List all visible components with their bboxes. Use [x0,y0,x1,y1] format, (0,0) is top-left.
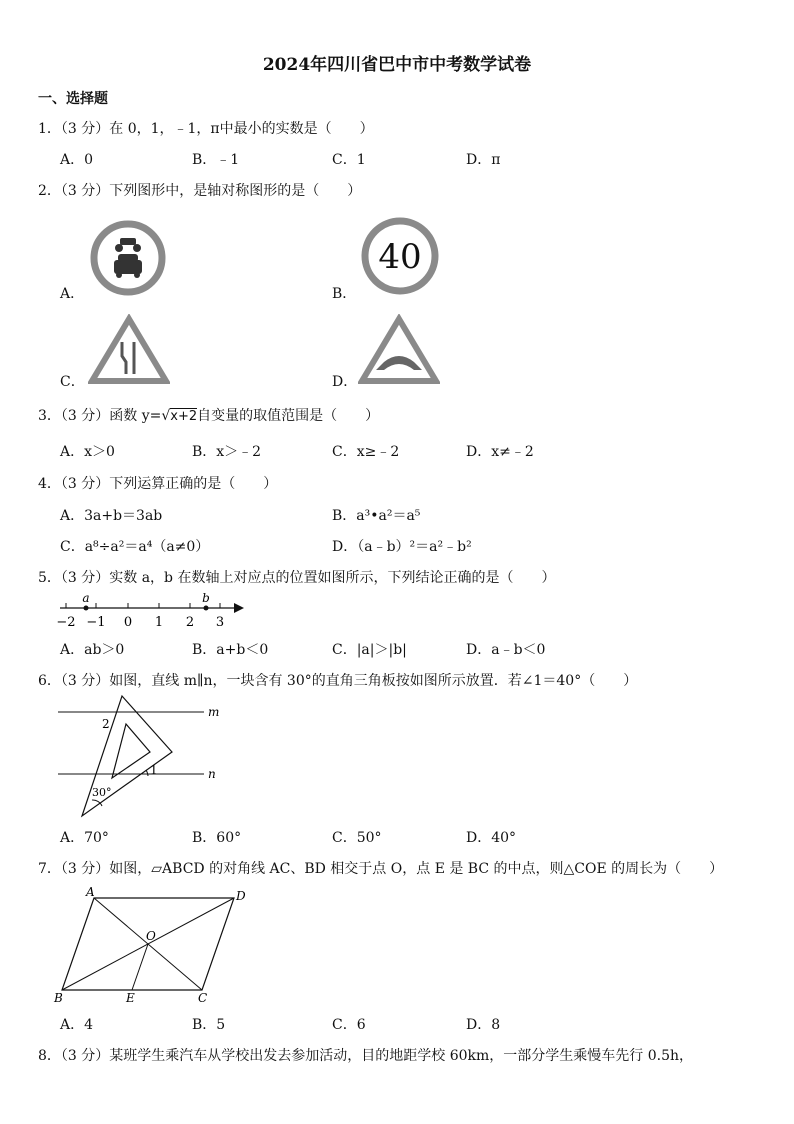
q2-option-c: C． [60,374,85,390]
q7-option-c: C．6 [332,1017,366,1033]
q5-option-b: B．a+b＜0 [192,642,269,658]
q2-figure-b-speed-limit-sign [360,216,440,296]
point-B-label: B [54,991,63,1005]
line-m-label: m [208,705,220,719]
q3-option-d: D．x≠﹣2 [466,444,534,460]
point-b-label: b [202,592,210,605]
tick-label: −1 [86,615,106,630]
q4-option-c: C．a⁸÷a²＝a⁴（a≠0） [60,539,210,555]
q2-figure-d-bridge-sign [358,314,440,386]
question-8-stem: 8．（3 分）某班学生乘汽车从学校出发去参加活动，目的地距学校 60km，一部分学生乘慢车先行 0.5h， [38,1048,694,1064]
line-n-label: n [208,767,216,781]
question-6-stem: 6．（3 分）如图，直线 m∥n，一块含有 30°的直角三角板按如图所示放置．若∠1＝40°（ ） [38,673,638,689]
point-O-label: O [146,929,156,943]
q2-option-b: B． [332,286,357,302]
point-D-label: D [236,889,246,903]
tick-label: −2 [56,615,76,630]
q2-figure-c-road-narrows-sign [88,314,170,386]
q4-option-b: B．a³•a²＝a⁵ [332,508,421,524]
q6-figure-parallel-lines-triangle [54,692,224,820]
q2-figure-b-text: 40 [378,237,422,277]
angle-30-label: 30° [92,786,112,799]
q5-option-a: A．ab＞0 [60,642,125,658]
q7-option-a: A．4 [60,1017,94,1033]
tick-label: 0 [123,615,133,630]
q4-option-d: D．（a﹣b）²＝a²﹣b² [332,539,472,555]
point-A-label: A [86,885,95,899]
page-title: 2024年四川省巴中市中考数学试卷 [262,55,532,75]
q7-figure-parallelogram [52,884,262,1006]
q5-option-c: C．|a|＞|b| [332,642,407,658]
q7-option-b: B．5 [192,1017,226,1033]
question-2-stem: 2．（3 分）下列图形中，是轴对称图形的是（ ） [38,183,362,199]
q5-number-line [56,592,248,632]
q6-option-c: C．50° [332,830,382,846]
tick-label: 1 [154,615,164,630]
tick-label: 3 [215,615,225,630]
q1-option-b: B．﹣1 [192,152,240,168]
angle-1-label: 1 [150,763,158,777]
question-5-stem: 5．（3 分）实数 a，b 在数轴上对应点的位置如图所示，下列结论正确的是（ ） [38,570,556,586]
q2-figure-a-no-vehicles-sign [88,218,168,298]
q6-option-d: D．40° [466,830,517,846]
q1-option-c: C．1 [332,152,366,168]
question-4-stem: 4．（3 分）下列运算正确的是（ ） [38,476,278,492]
q6-option-b: B．60° [192,830,242,846]
q3-option-a: A．x＞0 [60,444,115,460]
section-heading: 一、选择题 [38,91,108,107]
question-7-stem: 7．（3 分）如图，▱ABCD 的对角线 AC、BD 相交于点 O，点 E 是 BC 的中点，则△COE 的周长为（ ） [38,861,724,877]
q7-option-d: D．8 [466,1017,501,1033]
q1-option-d: D．π [466,152,501,168]
point-a-label: a [82,592,90,605]
point-E-label: E [126,991,135,1005]
q4-option-a: A．3a+b＝3ab [60,508,163,524]
question-3-stem: 3．（3 分）函数 y=√x+2自变量的取值范围是（ ） [38,408,380,424]
q6-option-a: A．70° [60,830,109,846]
angle-2-label: 2 [102,717,110,731]
q1-option-a: A．0 [60,152,94,168]
q3-option-b: B．x＞﹣2 [192,444,262,460]
tick-label: 2 [185,615,195,630]
point-C-label: C [198,991,208,1005]
question-1-stem: 1．（3 分）在 0，1，﹣1，π中最小的实数是（ ） [38,121,374,137]
q2-option-a: A． [60,286,85,302]
q2-option-d: D． [332,374,358,390]
q3-option-c: C．x≥﹣2 [332,444,400,460]
q5-option-d: D．a﹣b＜0 [466,642,546,658]
